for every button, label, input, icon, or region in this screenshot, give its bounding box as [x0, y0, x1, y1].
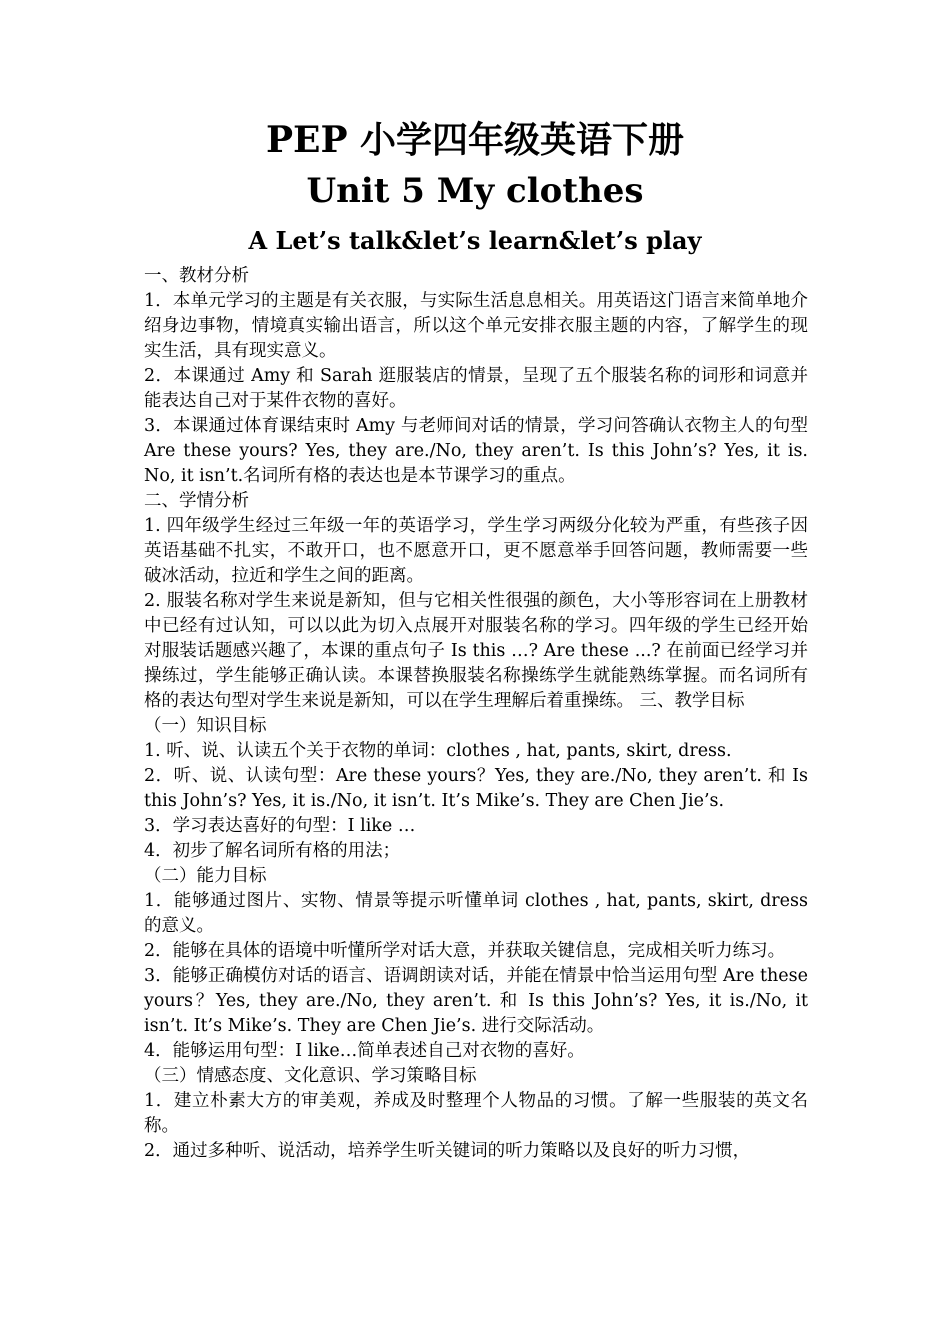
- subsection-heading-knowledge: （一）知识目标: [144, 716, 267, 736]
- section-heading-materials: 一、教材分析: [144, 266, 249, 286]
- subsection-heading-ability: （二）能力目标: [144, 866, 267, 886]
- list-item: 4．初步了解名词所有格的用法；: [144, 841, 401, 861]
- document-title: PEP 小学四年级英语下册: [265, 119, 685, 161]
- list-item: 3．学习表达喜好的句型：I like …: [144, 816, 416, 836]
- list-item: 1．建立朴素大方的审美观，养成及时整理个人物品的习惯。了解一些服装的英文名称。: [144, 1091, 808, 1136]
- unit-title: Unit 5 My clothes: [306, 171, 644, 211]
- subsection-heading-attitude: （三）情感态度、文化意识、学习策略目标: [144, 1066, 477, 1086]
- lesson-title: A Let’s talk&let’s learn&let’s play: [248, 226, 702, 255]
- paragraph: 1. 四年级学生经过三年级一年的英语学习，学生学习两级分化较为严重，有些孩子因英语基础不扎实，不敢开口，也不愿意开口，更不愿意举手回答问题，教师需要一些破冰活动，拉近和学生之间的距离。: [144, 516, 808, 586]
- list-item: 1. 听、说、认读五个关于衣物的单词：clothes , hat, pants, skirt, dress.: [144, 741, 732, 761]
- section-heading-students: 二、学情分析: [144, 491, 249, 511]
- paragraph: 2．本课通过 Amy 和 Sarah 逛服装店的情景，呈现了五个服装名称的词形和词意并能表达自己对于某件衣物的喜好。: [144, 366, 808, 411]
- paragraph: 1．本单元学习的主题是有关衣服，与实际生活息息相关。用英语这门语言来简单地介绍身边事物，情境真实输出语言，所以这个单元安排衣服主题的内容，了解学生的现实生活，具有现实意义。: [144, 291, 808, 361]
- list-item: 4．能够运用句型：I like…简单表述自己对衣物的喜好。: [144, 1041, 585, 1061]
- list-item: 2．能够在具体的语境中听懂所学对话大意，并获取关键信息，完成相关听力练习。: [144, 941, 786, 961]
- list-item: 2．通过多种听、说活动，培养学生听关键词的听力策略以及良好的听力习惯，: [144, 1141, 751, 1161]
- document-body: [144, 264, 808, 1164]
- paragraph: 2. 服装名称对学生来说是新知，但与它相关性很强的颜色，大小等形容词在上册教材中已经有过认知，可以以此为切入点展开对服装名称的学习。四年级的学生已经开始对服装话题感兴趣了，本课的重点句子 Is this …? Are these ...? 在前面已经学习并操练过，学生能够正确认读。本课替换服装名称操练学生就能熟练掌握。而名词所有格的表达句型对学生来说是新知，可以在学生理解后着重操练。 三、教学目标: [144, 591, 808, 711]
- list-item: 2．听、说、认读句型：Are these yours？Yes, they are./No, they aren’t. 和 Is this John’s? Yes, it is./No, it isn’t. It’s Mike’s. They are Chen Jie’s.: [144, 766, 808, 811]
- list-item: 1．能够通过图片、实物、情景等提示听懂单词 clothes , hat, pants, skirt, dress 的意义。: [144, 891, 808, 936]
- paragraph: 3．本课通过体育课结束时 Amy 与老师间对话的情景，学习问答确认衣物主人的句型 Are these yours? Yes, they are./No, they aren’t. Is this John’s? Yes, it is. No, it isn’t.名词所有格的表达也是本节课学习的重点。: [144, 416, 808, 486]
- list-item: 3．能够正确模仿对话的语言、语调朗读对话，并能在情景中恰当运用句型 Are these yours？Yes, they are./No, they aren’t. 和 Is this John’s? Yes, it is./No, it isn’t. It’s Mike’s. They are Chen Jie’s. 进行交际活动。: [144, 966, 808, 1036]
